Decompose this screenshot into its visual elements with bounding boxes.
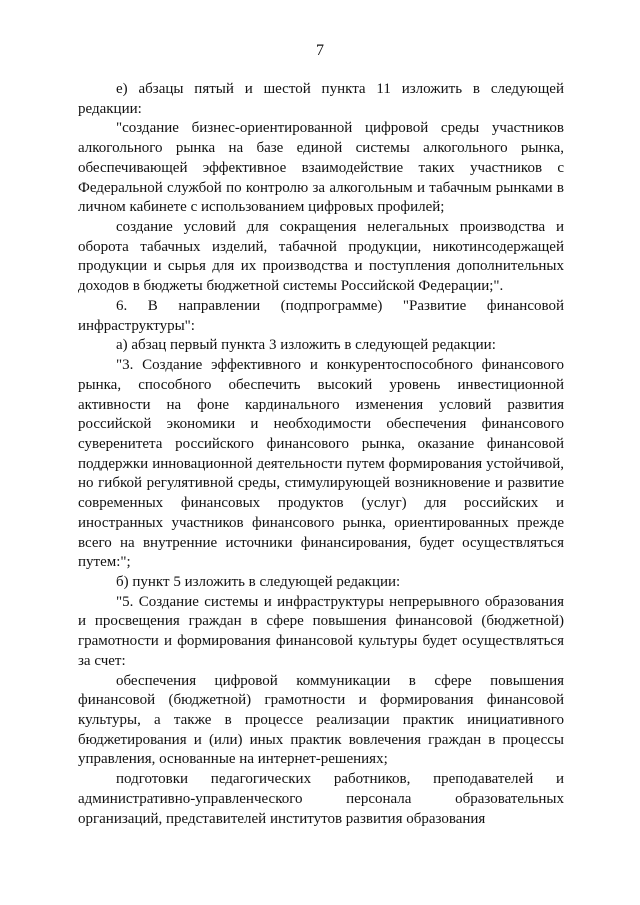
paragraph-digital-communication: обеспечения цифровой коммуникации в сфере повышения финансовой (бюджетной) грамотности и формирования финансовой культуры, а также в процессе реализации практик инициативного бюджетирования и (или) иных практик вовлечения граждан в процессы управления, основанные на интернет-решениях; [78, 672, 564, 768]
document-body [78, 80, 564, 829]
paragraph-illegal-tobacco: создание условий для сокращения нелегальных производства и оборота табачных изделий, табачной продукции, никотинсодержащей продукции и сырья для их производства и поступления дополнительных доходов в бюджеты бюджетной системы Российской Федерации;". [78, 219, 564, 295]
paragraph-section-6: 6. В направлении (подпрограмме) "Развитие финансовой инфраструктуры": [78, 297, 564, 334]
paragraph-item-3: "3. Создание эффективного и конкурентоспособного финансового рынка, способного обеспечить высокий уровень инвестиционной активности на фоне кардинального изменения условий развития российской экономики и необходимости обеспечения финансового суверенитета российского финансового рынка, оказание финансовой поддержки инновационной деятельности путем формирования устойчивой, но гибкой регулятивной среды, стимулирующей возникновение и развитие современных финансовых продуктов (услуг) для российских и иностранных участников финансового рынка, ориентированных прежде всего на внутренние источники финансирования, будет осуществляться путем:"; [78, 357, 564, 571]
paragraph-training: подготовки педагогических работников, преподавателей и административно-управленческого персонала образовательных организаций, представителей институтов развития образования [78, 771, 564, 827]
paragraph-amendment-a: а) абзац первый пункта 3 изложить в следующей редакции: [116, 337, 496, 354]
paragraph-digital-environment: "создание бизнес-ориентированной цифровой среды участников алкогольного рынка на базе единой системы алкогольного рынка, обеспечивающей эффективное взаимодействие таких участников с Федеральной службой по контролю за алкогольным и табачным рынками в личном кабинете с использованием цифровых профилей; [78, 120, 564, 216]
page-number: 7 [316, 42, 324, 59]
paragraph-item-5: "5. Создание системы и инфраструктуры непрерывного образования и просвещения граждан в сфере повышения финансовой (бюджетной) грамотности и формирования финансовой культуры будет осуществляться за счет: [78, 593, 564, 669]
paragraph-amendment-e: е) абзацы пятый и шестой пункта 11 изложить в следующей редакции: [78, 81, 564, 117]
paragraph-amendment-b: б) пункт 5 изложить в следующей редакции: [116, 573, 401, 590]
